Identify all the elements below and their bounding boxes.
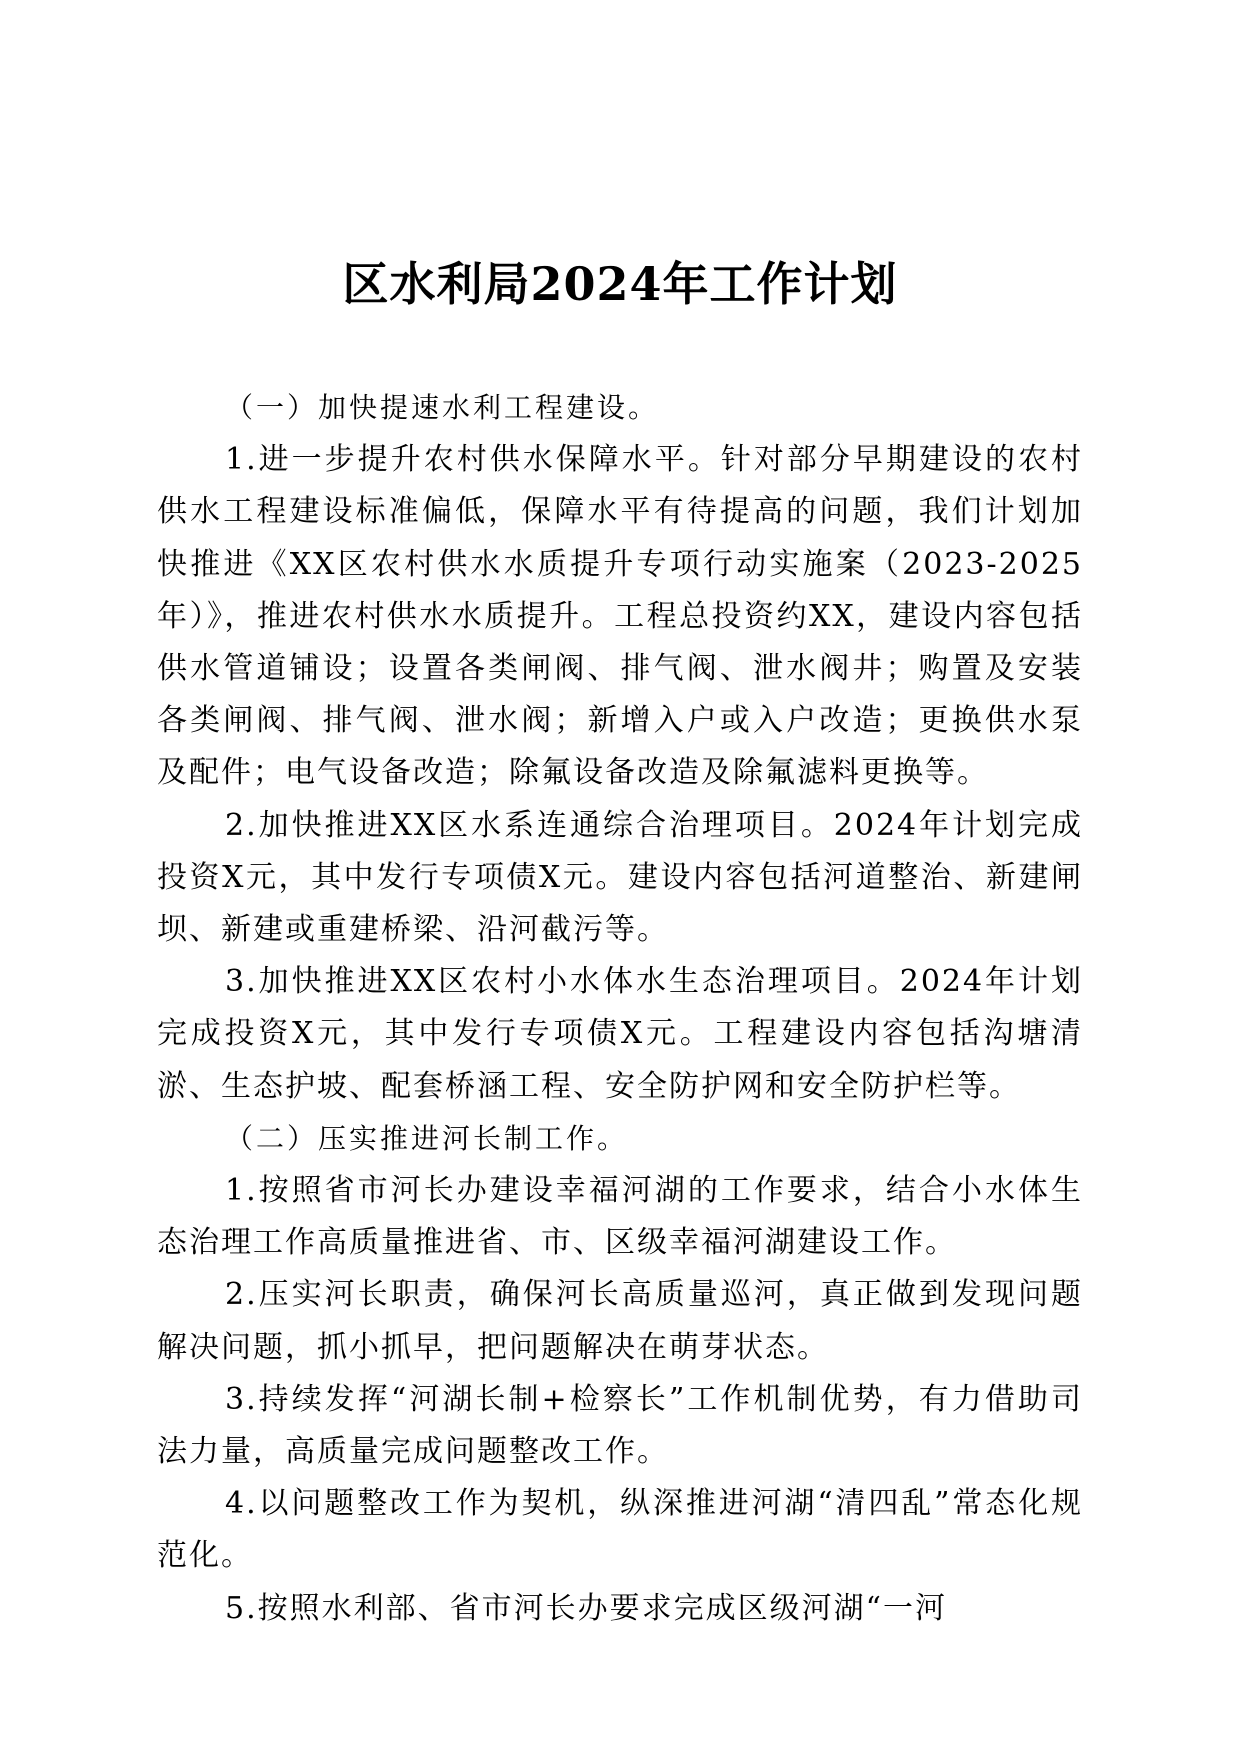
paragraph-1-2: 2.加快推进XX区水系连通综合治理项目。2024年计划完成投资X元，其中发行专项债X元。建设内容包括河道整治、新建闸坝、新建或重建桥梁、沿河截污等。	[157, 807, 1083, 948]
paragraph-2-2: 2.压实河长职责，确保河长高质量巡河，真正做到发现问题解决问题，抓小抓早，把问题解决在萌芽状态。	[157, 1277, 1083, 1365]
paragraph-2-4: 4.以问题整改工作为契机，纵深推进河湖“清四乱”常态化规范化。	[157, 1486, 1083, 1574]
paragraph-2-3: 3.持续发挥“河湖长制+检察长”工作机制优势，有力借助司法力量，高质量完成问题整改工作。	[157, 1381, 1083, 1470]
paragraph-1-1: 1.进一步提升农村供水保障水平。针对部分早期建设的农村供水工程建设标准偏低，保障水平有待提高的问题，我们计划加快推进《XX区农村供水水质提升专项行动实施案（2023-2025年）》，推进农村供水水质提升。工程总投资约XX，建设内容包括供水管道铺设；设置各类闸阀、排气阀、泄水阀井；购置及安装各类闸阀、排气阀、泄水阀；新增入户或入户改造；更换供水泵及配件；电气设备改造；除氟设备改造及除氟滤料更换等。	[157, 442, 1083, 791]
document-body	[157, 382, 1083, 1635]
paragraph-2-5: 5.按照水利部、省市河长办要求完成区级河湖“一河	[225, 1590, 947, 1626]
paragraph-2-1: 1.按照省市河长办建设幸福河湖的工作要求，结合小水体生态治理工作高质量推进省、市、区级幸福河湖建设工作。	[157, 1173, 1083, 1261]
document-title: 区水利局2024年工作计划	[342, 257, 898, 311]
section-heading-1: （一）加快提速水利工程建设。	[225, 391, 660, 424]
section-heading-2: （二）压实推进河长制工作。	[225, 1121, 629, 1155]
paragraph-1-3: 3.加快推进XX区农村小水体水生态治理项目。2024年计划完成投资X元，其中发行专项债X元。工程建设内容包括沟塘清淤、生态护坡、配套桥涵工程、安全防护网和安全防护栏等。	[157, 964, 1083, 1104]
